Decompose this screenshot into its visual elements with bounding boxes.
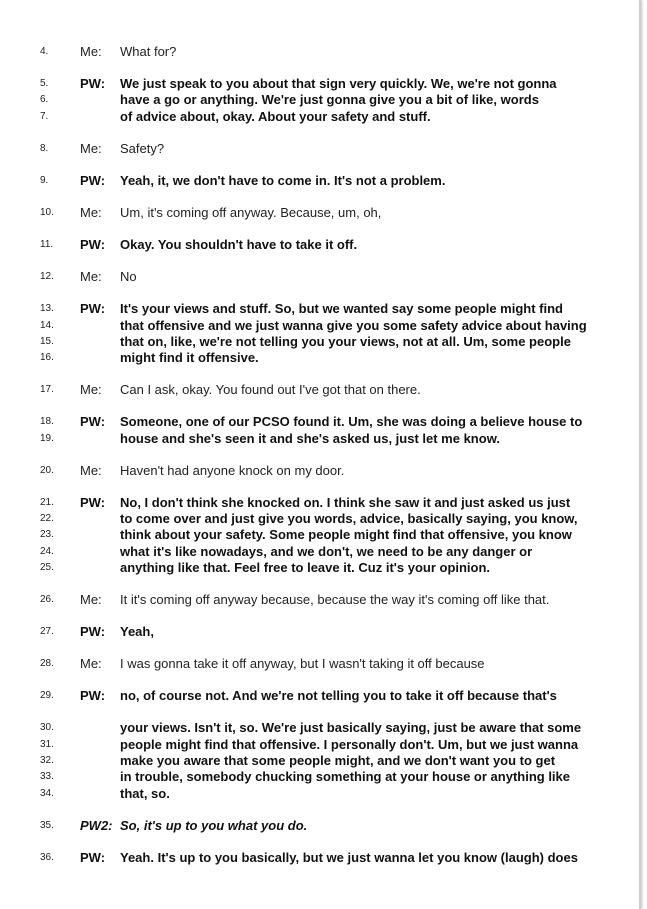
utterance-text: house and she's seen it and she's asked us, just let me know. bbox=[120, 430, 500, 446]
line-number: 10. bbox=[40, 206, 54, 218]
transcript-line bbox=[0, 720, 630, 736]
transcript bbox=[0, 44, 630, 882]
transcript-line bbox=[0, 431, 630, 447]
utterance-text: think about your safety. Some people might find that offensive, you know bbox=[120, 527, 572, 543]
line-number: 35. bbox=[40, 819, 54, 831]
line-number: 7. bbox=[40, 110, 49, 122]
transcript-line bbox=[0, 92, 630, 108]
transcript-line bbox=[0, 769, 630, 785]
utterance-text: No, I don't think she knocked on. I think she saw it and just asked us just bbox=[120, 494, 571, 510]
utterance-text: that on, like, we're not telling you your views, not at all. Um, some people bbox=[120, 333, 571, 349]
line-number: 13. bbox=[40, 303, 54, 315]
utterance-text: that offensive and we just wanna give you some safety advice about having bbox=[120, 317, 587, 333]
line-number: 29. bbox=[40, 690, 54, 702]
utterance-text: What for? bbox=[120, 44, 177, 59]
speaker-label: PW: bbox=[80, 301, 106, 317]
line-number: 30. bbox=[40, 722, 54, 734]
transcript-block bbox=[0, 205, 630, 221]
transcript-line bbox=[0, 350, 630, 366]
utterance-text: have a go or anything. We're just gonna give you a bit of like, words bbox=[120, 92, 539, 108]
line-number: 5. bbox=[40, 78, 49, 90]
line-number: 31. bbox=[40, 738, 54, 750]
line-number: 19. bbox=[40, 432, 54, 444]
utterance-text: So, it's up to you what you do. bbox=[120, 817, 308, 833]
line-number: 23. bbox=[40, 529, 54, 541]
utterance-text: I was gonna take it off anyway, but I wasn't taking it off because bbox=[120, 656, 485, 672]
transcript-line bbox=[0, 44, 630, 60]
utterance-text: what it's like nowadays, and we don't, we need to be any danger or bbox=[120, 543, 533, 559]
line-number: 18. bbox=[40, 416, 54, 428]
transcript-line bbox=[0, 688, 630, 704]
transcript-line bbox=[0, 141, 630, 157]
line-number: 11. bbox=[40, 239, 54, 251]
utterance-text: of advice about, okay. About your safety and stuff. bbox=[120, 108, 431, 124]
speaker-label: PW: bbox=[80, 76, 106, 92]
utterance-text: people might find that offensive. I personally don't. Um, but we just wanna bbox=[120, 736, 579, 752]
line-number: 15. bbox=[40, 335, 54, 347]
transcript-block bbox=[0, 382, 630, 398]
utterance-text: Yeah, it, we don't have to come in. It's not a problem. bbox=[120, 172, 446, 188]
speaker-label: Me: bbox=[80, 382, 102, 398]
line-number: 8. bbox=[40, 142, 49, 154]
utterance-text: We just speak to you about that sign very quickly. We, we're not gonna bbox=[120, 76, 557, 92]
transcript-line bbox=[0, 173, 630, 189]
utterance-text: might find it offensive. bbox=[120, 350, 259, 366]
line-number: 28. bbox=[40, 658, 54, 670]
transcript-block bbox=[0, 656, 630, 672]
transcript-line bbox=[0, 205, 630, 221]
transcript-block bbox=[0, 76, 630, 125]
line-number: 21. bbox=[40, 496, 54, 508]
transcript-block bbox=[0, 592, 630, 608]
transcript-block bbox=[0, 720, 630, 801]
transcript-block bbox=[0, 173, 630, 189]
speaker-label: PW: bbox=[80, 414, 106, 430]
page-edge bbox=[639, 0, 641, 909]
transcript-block bbox=[0, 301, 630, 366]
utterance-text: Someone, one of our PCSO found it. Um, she was doing a believe house to bbox=[120, 414, 583, 430]
transcript-line bbox=[0, 560, 630, 576]
transcript-line bbox=[0, 737, 630, 753]
utterance-text: Um, it's coming off anyway. Because, um, oh, bbox=[120, 204, 382, 220]
transcript-line bbox=[0, 592, 630, 608]
line-number: 14. bbox=[40, 319, 54, 331]
speaker-label: PW2: bbox=[80, 817, 113, 833]
transcript-line bbox=[0, 495, 630, 511]
utterance-text: Safety? bbox=[120, 140, 165, 156]
utterance-text: make you aware that some people might, and we don't want you to get bbox=[120, 753, 556, 769]
utterance-text: Yeah, bbox=[120, 624, 154, 640]
line-number: 4. bbox=[40, 46, 49, 57]
transcript-block bbox=[0, 44, 630, 60]
transcript-line bbox=[0, 382, 630, 398]
transcript-block bbox=[0, 463, 630, 479]
line-number: 27. bbox=[40, 626, 54, 638]
utterance-text: your views. Isn't it, so. We're just basically saying, just be aware that some bbox=[120, 720, 582, 736]
speaker-label: Me: bbox=[80, 656, 102, 672]
transcript-line bbox=[0, 76, 630, 92]
utterance-text: Yeah. It's up to you basically, but we just wanna let you know (laugh) does bbox=[120, 849, 578, 865]
line-number: 6. bbox=[40, 94, 49, 106]
transcript-line bbox=[0, 301, 630, 317]
line-number: 26. bbox=[40, 594, 54, 606]
line-number: 22. bbox=[40, 513, 54, 525]
transcript-line bbox=[0, 753, 630, 769]
speaker-label: Me: bbox=[80, 140, 102, 156]
transcript-line bbox=[0, 656, 630, 672]
utterance-text: It it's coming off anyway because, because the way it's coming off like that. bbox=[120, 592, 550, 608]
line-number: 16. bbox=[40, 352, 54, 364]
transcript-line bbox=[0, 414, 630, 430]
line-number: 34. bbox=[40, 787, 54, 799]
transcript-line bbox=[0, 527, 630, 543]
transcript-block bbox=[0, 141, 630, 157]
speaker-label: PW: bbox=[80, 237, 106, 253]
speaker-label: PW: bbox=[80, 849, 106, 865]
transcript-block bbox=[0, 624, 630, 640]
transcript-line bbox=[0, 624, 630, 640]
speaker-label: Me: bbox=[80, 204, 102, 220]
speaker-label: PW: bbox=[80, 624, 106, 640]
line-number: 9. bbox=[40, 174, 49, 186]
transcript-line bbox=[0, 850, 630, 866]
line-number: 12. bbox=[40, 271, 54, 283]
transcript-line bbox=[0, 269, 630, 285]
transcript-line bbox=[0, 109, 630, 125]
utterance-text: anything like that. Feel free to leave it. Cuz it's your opinion. bbox=[120, 560, 491, 575]
speaker-label: Me: bbox=[80, 592, 102, 608]
transcript-line bbox=[0, 237, 630, 253]
transcript-line bbox=[0, 334, 630, 350]
utterance-text: Can I ask, okay. You found out I've got that on there. bbox=[120, 382, 421, 398]
transcript-line bbox=[0, 318, 630, 334]
line-number: 36. bbox=[40, 851, 54, 863]
transcript-line bbox=[0, 786, 630, 802]
utterance-text: to come over and just give you words, advice, basically saying, you know, bbox=[120, 511, 578, 527]
transcript-block bbox=[0, 850, 630, 866]
utterance-text: Okay. You shouldn't have to take it off. bbox=[120, 237, 358, 253]
transcript-block bbox=[0, 269, 630, 285]
transcript-line bbox=[0, 463, 630, 479]
speaker-label: PW: bbox=[80, 494, 106, 510]
transcript-block bbox=[0, 688, 630, 704]
speaker-label: Me: bbox=[80, 269, 102, 285]
transcript-block bbox=[0, 495, 630, 576]
transcript-line bbox=[0, 544, 630, 560]
line-number: 17. bbox=[40, 384, 54, 396]
line-number: 24. bbox=[40, 545, 54, 557]
line-number: 20. bbox=[40, 464, 54, 476]
transcript-block bbox=[0, 414, 630, 447]
utterance-text: that, so. bbox=[120, 785, 170, 801]
speaker-label: PW: bbox=[80, 688, 106, 704]
transcript-line bbox=[0, 818, 630, 834]
speaker-label: Me: bbox=[80, 462, 102, 478]
utterance-text: no, of course not. And we're not telling you to take it off because that's bbox=[120, 688, 557, 704]
transcript-block bbox=[0, 237, 630, 253]
utterance-text: No bbox=[120, 269, 137, 285]
line-number: 32. bbox=[40, 755, 54, 767]
line-number: 25. bbox=[40, 562, 54, 573]
utterance-text: It's your views and stuff. So, but we wanted say some people might find bbox=[120, 301, 563, 317]
transcript-block bbox=[0, 818, 630, 834]
transcript-line bbox=[0, 511, 630, 527]
utterance-text: in trouble, somebody chucking something at your house or anything like bbox=[120, 769, 570, 785]
speaker-label: Me: bbox=[80, 44, 102, 59]
line-number: 33. bbox=[40, 771, 54, 783]
speaker-label: PW: bbox=[80, 172, 106, 188]
utterance-text: Haven't had anyone knock on my door. bbox=[120, 462, 345, 478]
